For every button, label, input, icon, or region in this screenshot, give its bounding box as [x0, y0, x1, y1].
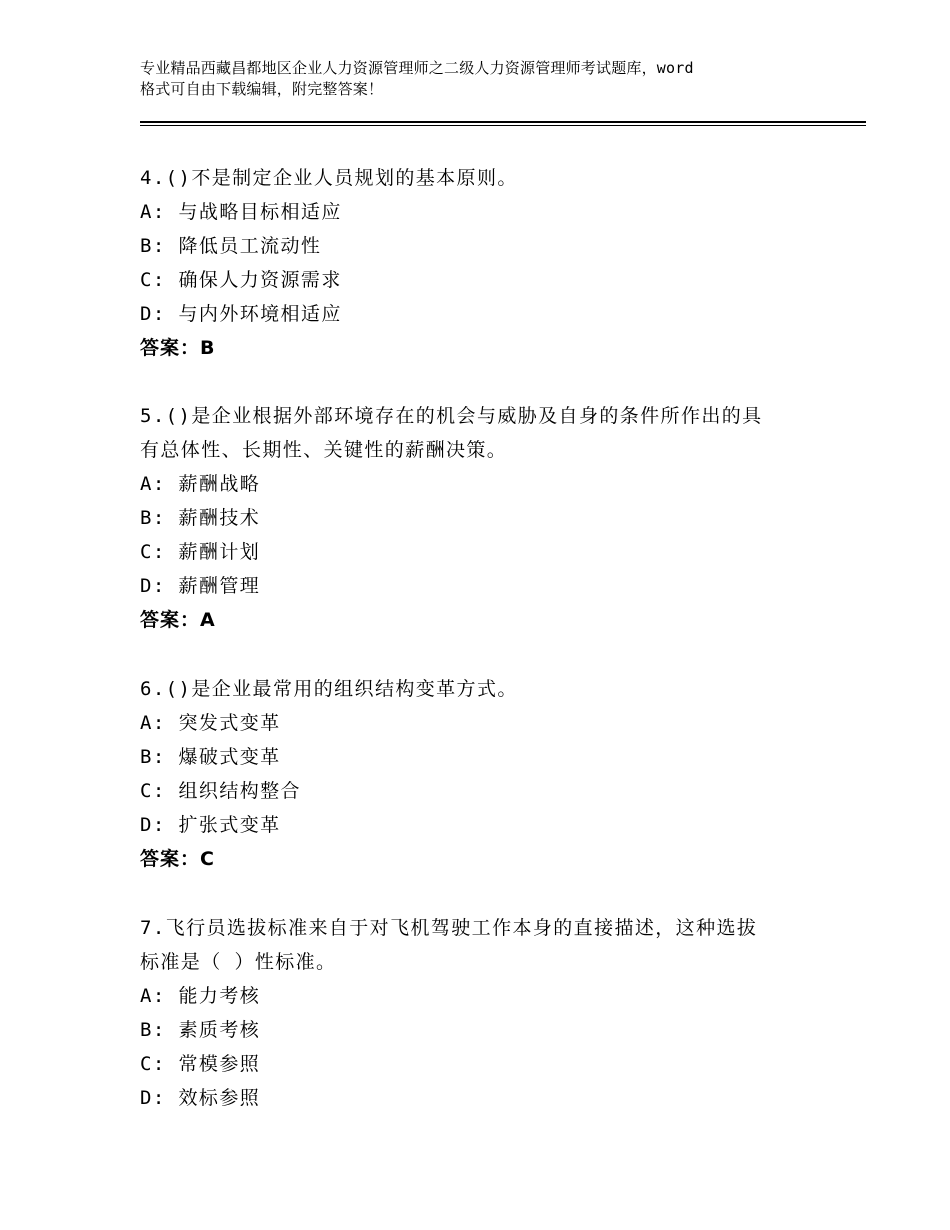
option-text: 与战略目标相适应: [178, 201, 342, 223]
option-text: 与内外环境相适应: [178, 303, 342, 325]
option-b: [140, 740, 866, 774]
option-letter: B:: [140, 235, 166, 257]
option-letter: A:: [140, 473, 166, 495]
question-5: [140, 399, 866, 637]
document-page: [140, 0, 870, 1230]
header-line-2: 格式可自由下载编辑，附完整答案！: [140, 80, 384, 98]
question-stem-line: 7.飞行员选拔标准来自于对飞机驾驶工作本身的直接描述，这种选拔: [140, 917, 758, 939]
option-text: 素质考核: [178, 1019, 261, 1041]
option-text: 薪酬战略: [178, 473, 261, 495]
option-text: 突发式变革: [178, 712, 281, 734]
option-a: [140, 706, 866, 740]
question-6: [140, 672, 866, 876]
question-stem-line: 标准是（ ）性标准。: [140, 951, 337, 973]
answer-label: 答案：A: [140, 609, 216, 631]
option-text: 组织结构整合: [178, 780, 301, 802]
option-letter: A:: [140, 985, 166, 1007]
option-letter: D:: [140, 814, 166, 836]
question-stem: [140, 399, 866, 467]
option-c: [140, 774, 866, 808]
option-text: 能力考核: [178, 985, 261, 1007]
option-d: [140, 297, 866, 331]
option-text: 效标参照: [178, 1087, 261, 1109]
option-letter: B:: [140, 507, 166, 529]
question-stem-line: 5.()是企业根据外部环境存在的机会与威胁及自身的条件所作出的具: [140, 405, 763, 427]
answer-label: 答案：B: [140, 337, 216, 359]
question-stem: [140, 911, 866, 979]
option-letter: A:: [140, 712, 166, 734]
option-c: [140, 535, 866, 569]
header-divider-thin: [140, 125, 866, 126]
option-c: [140, 263, 866, 297]
option-letter: B:: [140, 746, 166, 768]
option-text: 常模参照: [178, 1053, 261, 1075]
option-d: [140, 808, 866, 842]
question-stem-line: 6.()是企业最常用的组织结构变革方式。: [140, 678, 518, 700]
option-b: [140, 501, 866, 535]
question-stem-line: 有总体性、长期性、关键性的薪酬决策。: [140, 439, 508, 461]
option-a: [140, 979, 866, 1013]
option-text: 薪酬管理: [178, 575, 261, 597]
option-text: 薪酬计划: [178, 541, 261, 563]
option-text: 扩张式变革: [178, 814, 281, 836]
option-d: [140, 1081, 866, 1115]
option-letter: C:: [140, 780, 166, 802]
option-letter: C:: [140, 269, 166, 291]
answer-label: 答案：C: [140, 848, 215, 870]
header-line-1: 专业精品西藏昌都地区企业人力资源管理师之二级人力资源管理师考试题库，word: [140, 59, 694, 77]
header-divider-thick: [140, 121, 866, 123]
option-text: 薪酬技术: [178, 507, 261, 529]
option-letter: C:: [140, 1053, 166, 1075]
question-7: [140, 911, 866, 1115]
document-header: [140, 58, 840, 100]
question-stem: [140, 161, 866, 195]
question-4: [140, 161, 866, 365]
option-letter: C:: [140, 541, 166, 563]
question-stem: [140, 672, 866, 706]
option-text: 爆破式变革: [178, 746, 281, 768]
option-a: [140, 467, 866, 501]
option-letter: A:: [140, 201, 166, 223]
option-a: [140, 195, 866, 229]
option-letter: D:: [140, 575, 166, 597]
option-b: [140, 1013, 866, 1047]
option-d: [140, 569, 866, 603]
option-letter: B:: [140, 1019, 166, 1041]
question-stem-line: 4.()不是制定企业人员规划的基本原则。: [140, 167, 518, 189]
option-text: 确保人力资源需求: [178, 269, 342, 291]
option-letter: D:: [140, 1087, 166, 1109]
option-c: [140, 1047, 866, 1081]
option-text: 降低员工流动性: [178, 235, 322, 257]
option-letter: D:: [140, 303, 166, 325]
option-b: [140, 229, 866, 263]
